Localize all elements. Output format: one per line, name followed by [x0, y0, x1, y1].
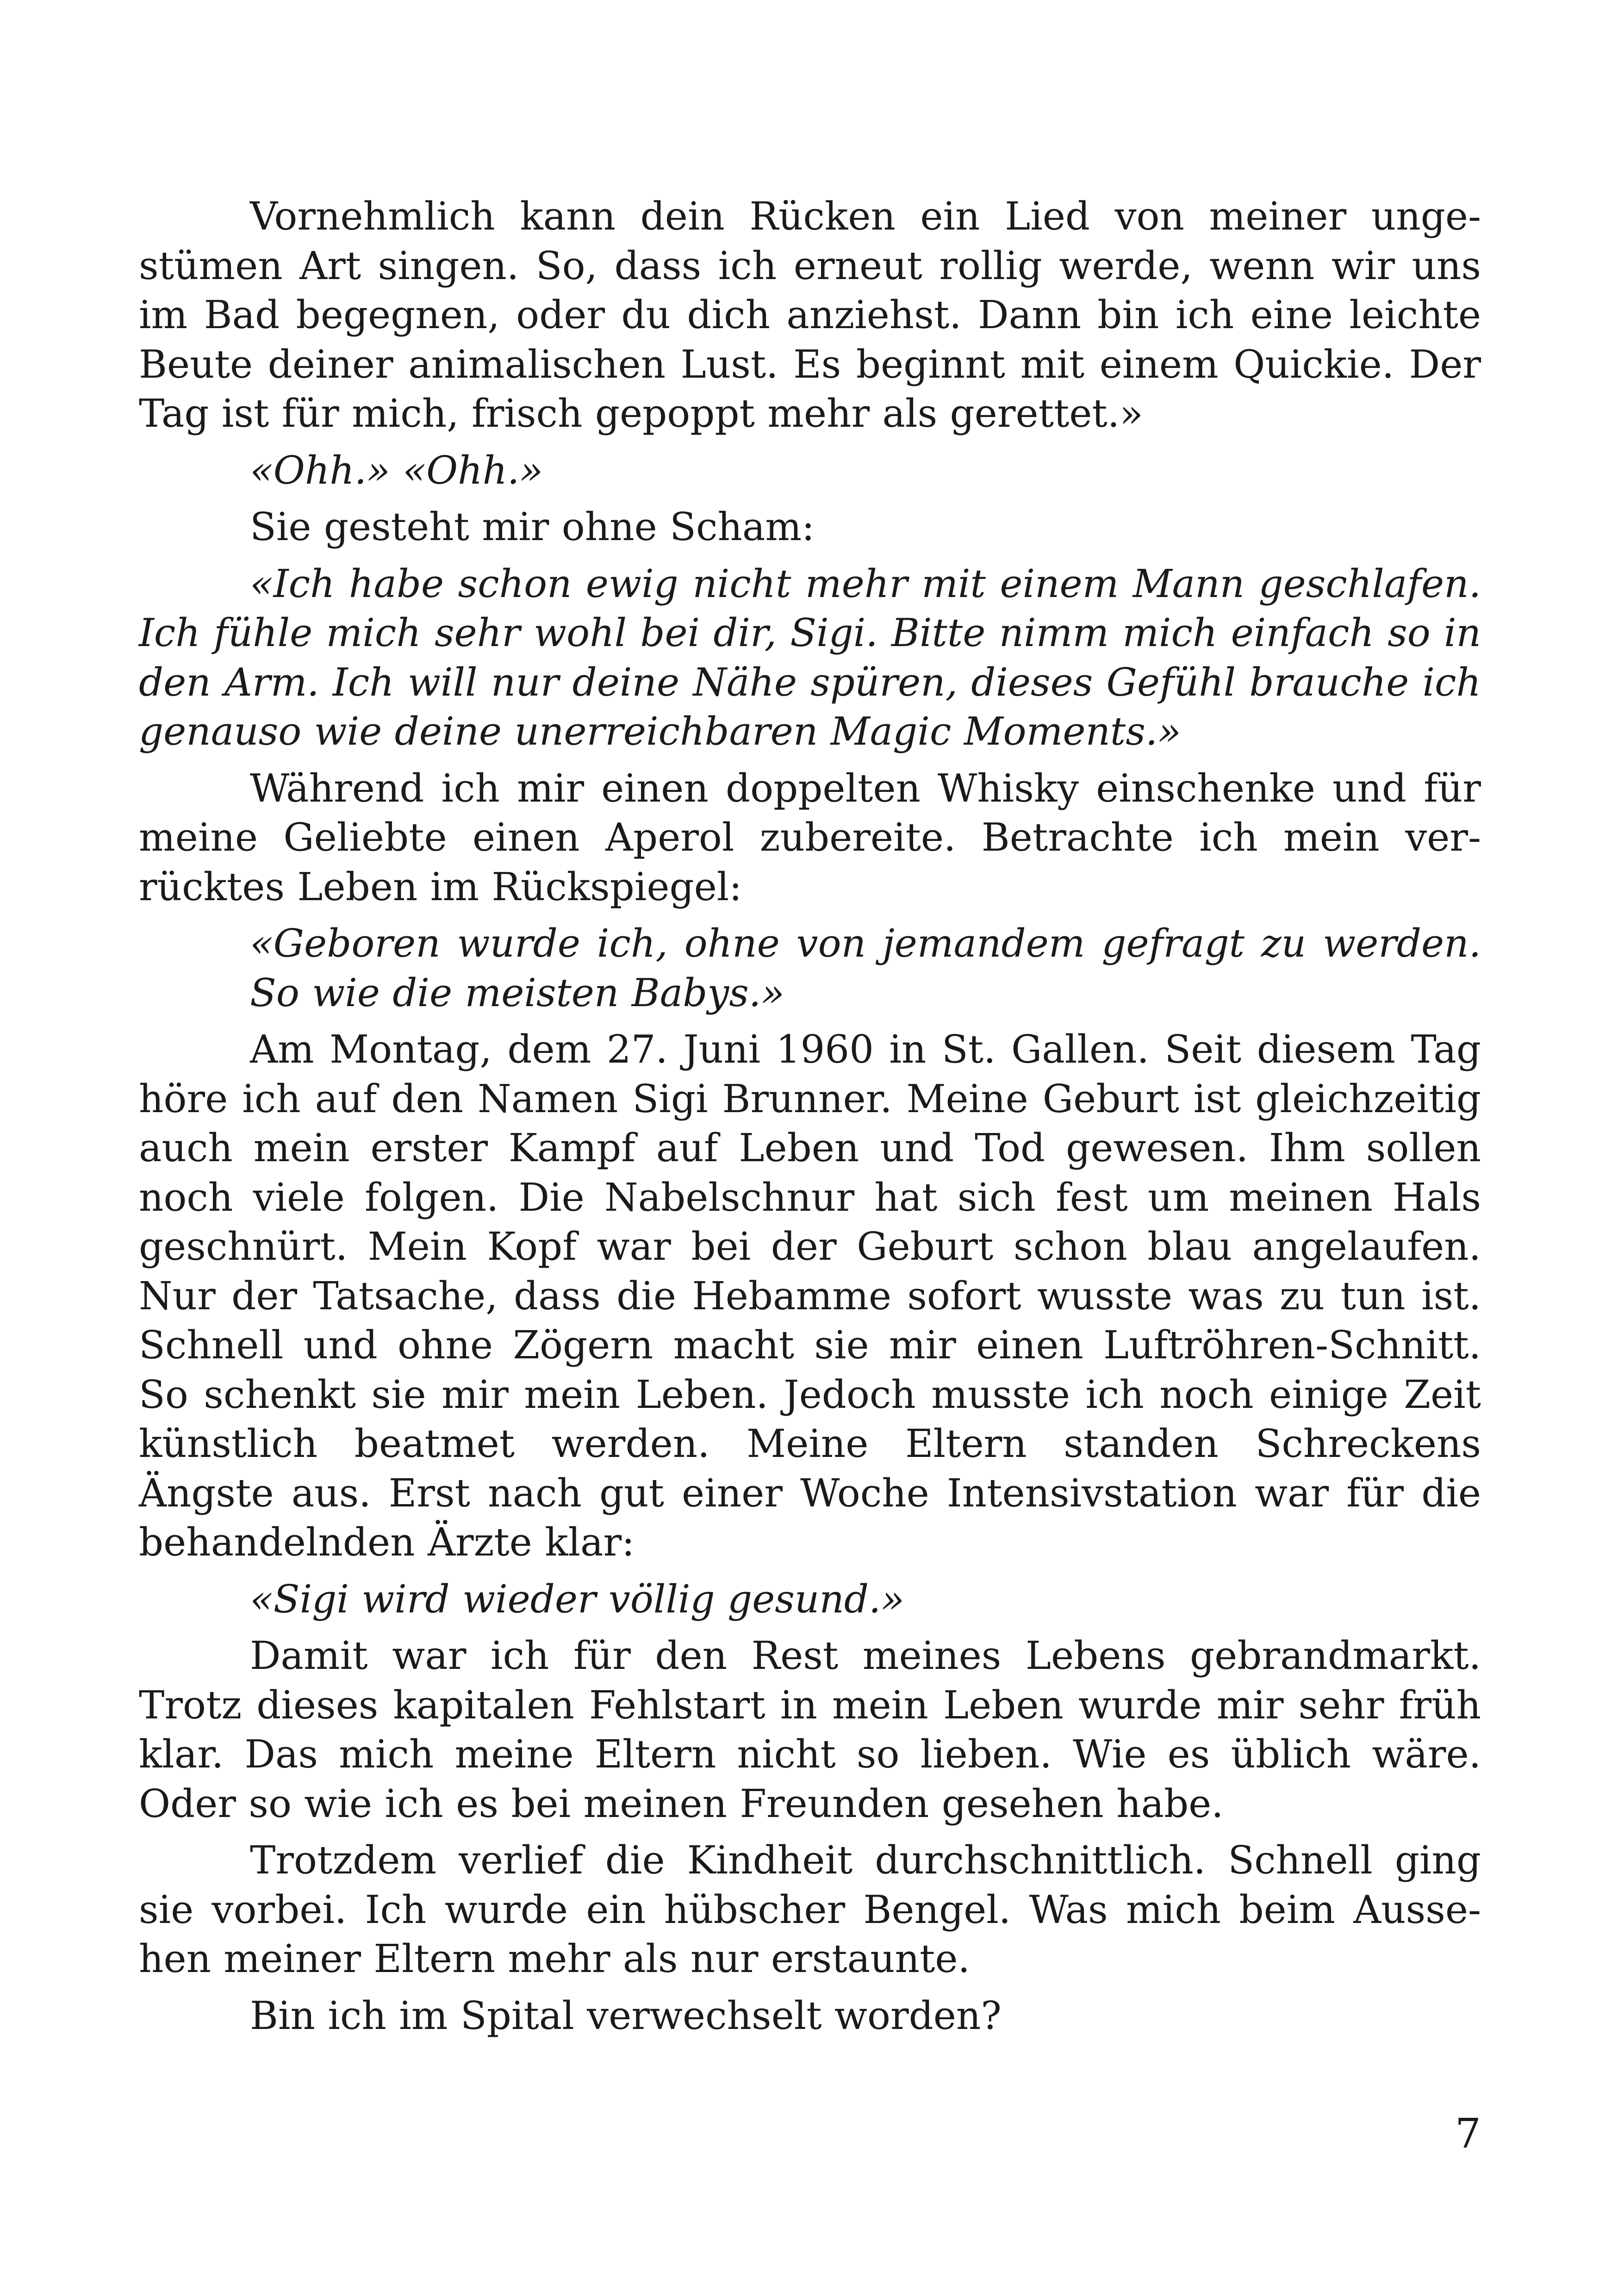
paragraph-gebrandmarkt: Damit war ich für den Rest meines Lebens gebrandmarkt. Trotz dieses kapitalen Fehlstart in mein Leben wurde mir sehr früh klar. Das mich meine Eltern nicht so lieben. Wie es üblich wäre. Oder so wie ich es bei meinen Freunden gesehen habe. [139, 1633, 1481, 1826]
paragraph-ruecken: Vornehmlich kann dein Rücken ein Lied von meiner ungestümen Art singen. So, dass ich erneut rollig werde, wenn wir uns im Bad begegnen, oder du dich anziehst. Dann bin ich eine leichte Beute deiner animalischen Lust. Es beginnt mit einem Quickie. Der Tag ist für mich, frisch gepoppt mehr als gerettet.» [139, 194, 1481, 436]
quote-sigi-gesund: «Sigi wird wieder völlig gesund.» [250, 1576, 905, 1622]
quote-geboren: «Geboren wurde ich, ohne von jemandem gefragt zu werden. So wie die meisten Babys.» [250, 921, 1481, 1015]
paragraph-gesteht: Sie gesteht mir ohne Scham: [250, 504, 815, 549]
quote-ohh: «Ohh.» «Ohh.» [250, 448, 543, 493]
paragraph-whisky: Während ich mir einen doppelten Whisky einschenke und für meine Geliebte einen Aperol zubereite. Betrachte ich mein verrücktes Leben im Rückspiegel: [139, 765, 1481, 909]
body-text [139, 192, 1481, 2048]
quote-ich-habe: «Ich habe schon ewig nicht mehr mit einem Mann geschlafen. Ich fühle mich sehr wohl bei dir, Sigi. Bitte nimm mich einfach so in den Arm. Ich will nur deine Nähe spüren, dieses Gefühl brauche ich genauso wie deine unerreichbaren Magic Moments.» [139, 561, 1481, 754]
paragraph-montag: Am Montag, dem 27. Juni 1960 in St. Gallen. Seit diesem Tag höre ich auf den Namen Sigi Brunner. Meine Geburt ist gleichzeitig auch mein erster Kampf auf Leben und Tod gewesen. Ihm sollen noch viele folgen. Die Nabelschnur hat sich fest um meinen Hals geschnürt. Mein Kopf war bei der Geburt schon blau angelaufen. Nur der Tatsache, dass die Hebamme sofort wusste was zu tun ist. Schnell und ohne Zögern macht sie mir einen Luftröhren-Schnitt. So schenkt sie mir mein Leben. Jedoch musste ich noch einige Zeit künstlich beatmet werden. Meine Eltern standen Schreckens Ängste aus. Erst nach gut einer Woche Intensivstation war für die behandelnden Ärzte klar: [139, 1027, 1481, 1565]
paragraph-spital: Bin ich im Spital verwechselt worden? [250, 1993, 1002, 2038]
page-number: 7 [1455, 2109, 1481, 2157]
paragraph-kindheit: Trotzdem verlief die Kindheit durchschnittlich. Schnell ging sie vorbei. Ich wurde ein hübscher Bengel. Was mich beim Aussehen meiner Eltern mehr als nur erstaunte. [139, 1838, 1481, 1981]
